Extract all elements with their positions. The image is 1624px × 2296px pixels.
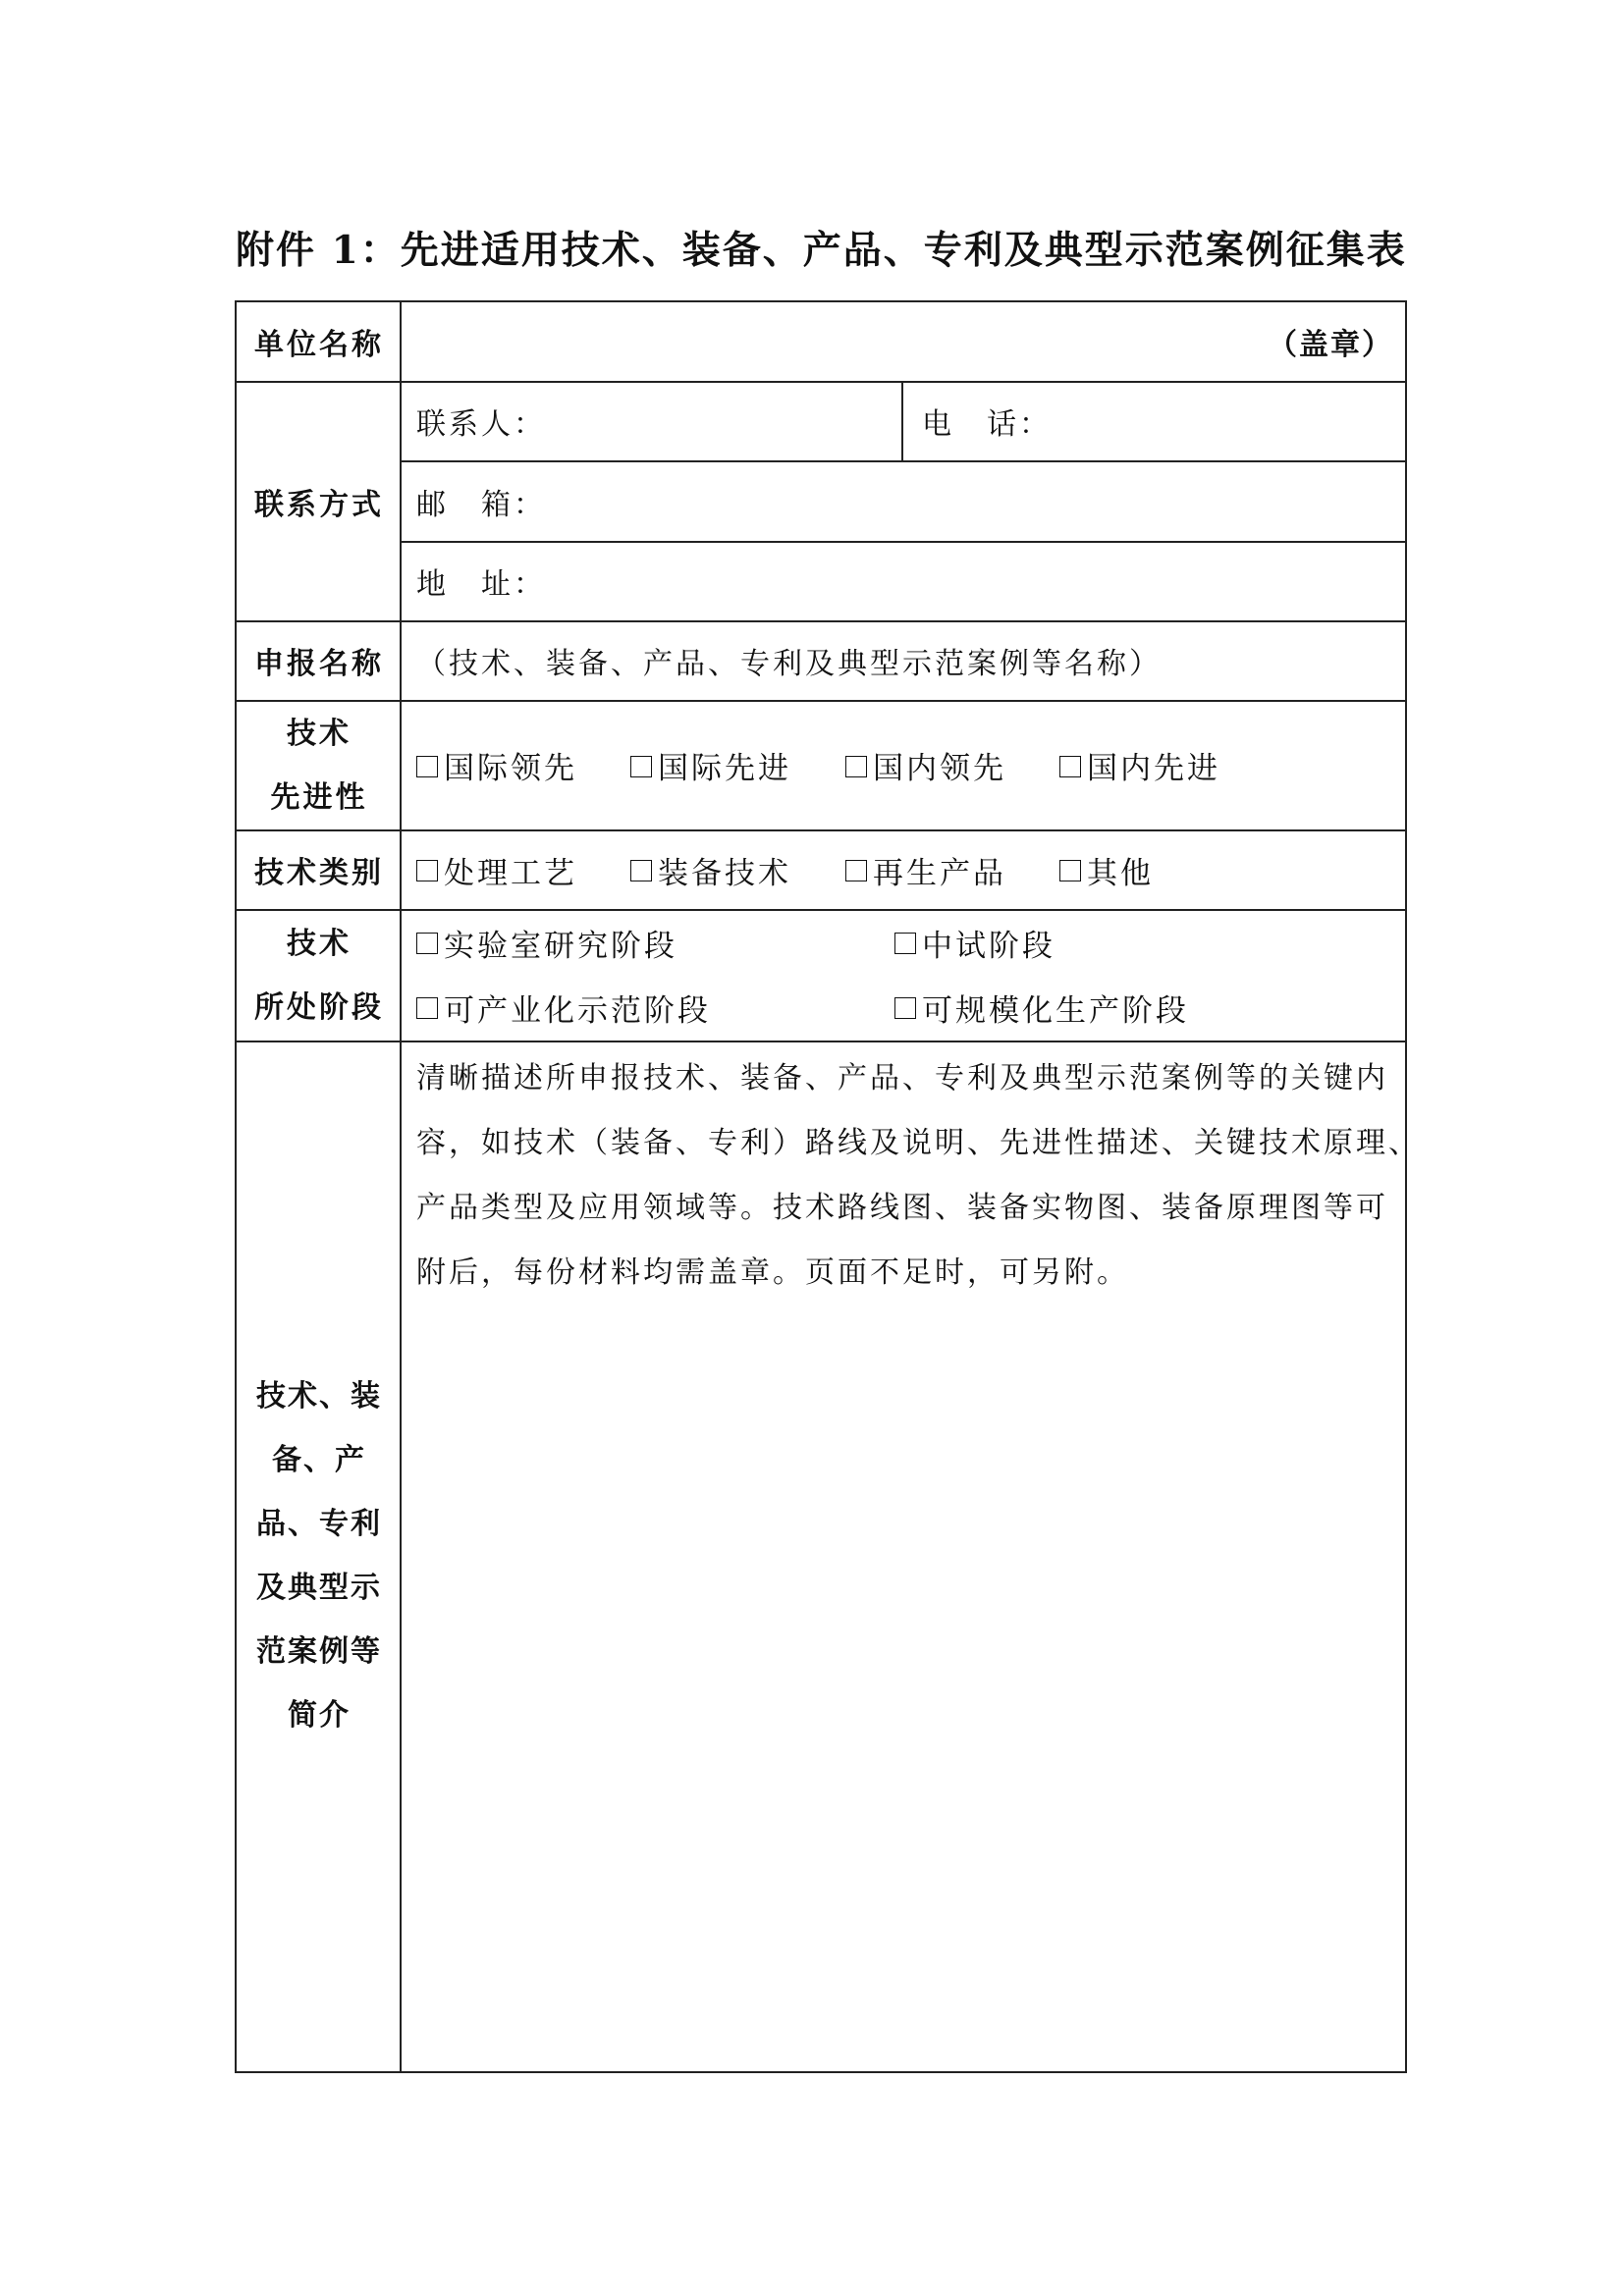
checkbox-icon[interactable]: [845, 756, 867, 777]
unit-name-field[interactable]: [402, 302, 1405, 381]
report-name-hint: （技术、装备、产品、专利及典型示范案例等名称）: [416, 647, 1162, 681]
stage-label: 技术 所处阶段: [254, 926, 384, 1025]
stage-option-lab-research[interactable]: 实验室研究阶段: [416, 910, 677, 975]
checkbox-icon[interactable]: [416, 933, 438, 954]
category-option-other[interactable]: 其他: [1059, 830, 1154, 909]
row-divider: [237, 829, 1405, 831]
intro-description-line: 容，如技术（装备、专利）路线及说明、先进性描述、关键技术原理、: [416, 1126, 1421, 1160]
category-label: 技术类别: [254, 856, 384, 890]
checkbox-icon[interactable]: [845, 860, 867, 881]
advancement-label: 技术 先进性: [270, 716, 368, 815]
checkbox-icon[interactable]: [630, 756, 652, 777]
email-label: 邮 箱：: [416, 487, 546, 522]
advancement-option-international-advanced[interactable]: 国际先进: [630, 701, 791, 829]
checkbox-icon[interactable]: [894, 933, 916, 954]
intro-description-line: 附后，每份材料均需盖章。页面不足时，可另附。: [416, 1255, 1129, 1290]
phone-field[interactable]: [922, 382, 1393, 460]
unit-name-label: 单位名称: [254, 328, 384, 362]
email-field[interactable]: [416, 461, 1388, 541]
report-name-label: 申报名称: [254, 647, 384, 681]
advancement-option-international-leading[interactable]: 国际领先: [416, 701, 577, 829]
advancement-option-domestic-leading[interactable]: 国内领先: [845, 701, 1006, 829]
contact-person-field[interactable]: [416, 382, 888, 460]
intro-label: 技术、装 备、产 品、专利 及典型示 范案例等 简介: [256, 1379, 382, 1733]
page-title: 附件 1：先进适用技术、装备、产品、专利及典型示范案例征集表: [236, 228, 1407, 273]
advancement-option-domestic-advanced[interactable]: 国内先进: [1059, 701, 1220, 829]
seal-note: （盖章）: [1268, 328, 1393, 362]
checkbox-icon[interactable]: [894, 997, 916, 1019]
contact-divider: [901, 382, 903, 461]
row-divider: [237, 700, 1405, 702]
intro-description-line: 产品类型及应用领域等。技术路线图、装备实物图、装备原理图等可: [416, 1191, 1388, 1225]
application-form-table: [235, 300, 1421, 2073]
stage-option-mass-production[interactable]: 可规模化生产阶段: [894, 975, 1189, 1040]
stage-option-industrial-demo[interactable]: 可产业化示范阶段: [416, 975, 711, 1040]
checkbox-icon[interactable]: [1059, 756, 1081, 777]
checkbox-icon[interactable]: [1059, 860, 1081, 881]
address-field[interactable]: [416, 542, 1388, 620]
contact-label: 联系方式: [254, 487, 384, 522]
checkbox-icon[interactable]: [416, 860, 438, 881]
checkbox-icon[interactable]: [630, 860, 652, 881]
stage-option-pilot[interactable]: 中试阶段: [894, 910, 1056, 975]
category-option-process[interactable]: 处理工艺: [416, 830, 577, 909]
address-label: 地 址：: [416, 567, 546, 602]
intro-description-line: 清晰描述所申报技术、装备、产品、专利及典型示范案例等的关键内: [416, 1061, 1388, 1095]
checkbox-icon[interactable]: [416, 756, 438, 777]
category-option-equipment[interactable]: 装备技术: [630, 830, 791, 909]
row-divider: [237, 909, 1405, 911]
checkbox-icon[interactable]: [416, 997, 438, 1019]
report-name-field[interactable]: [416, 621, 1388, 700]
contact-person-label: 联系人：: [416, 407, 546, 442]
category-option-recycled-product[interactable]: 再生产品: [845, 830, 1006, 909]
phone-label: 电 话：: [922, 407, 1052, 442]
intro-description-field[interactable]: [402, 1041, 1421, 2071]
